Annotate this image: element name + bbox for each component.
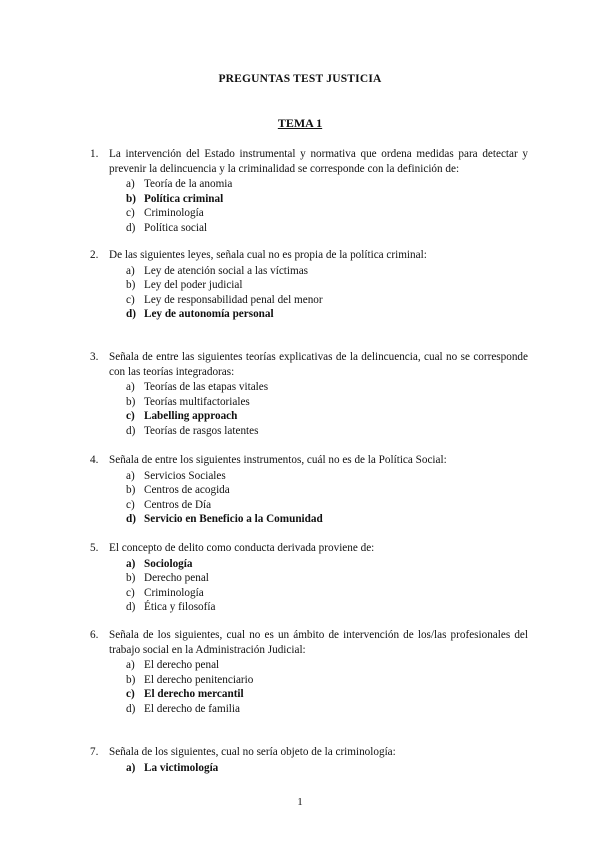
option-letter: c) — [126, 586, 135, 599]
option-text: Política social — [144, 221, 208, 234]
option-text: Política criminal — [144, 192, 224, 205]
question-item — [90, 453, 528, 527]
option-letter: d) — [126, 308, 136, 321]
answer-option-correct — [126, 761, 528, 776]
answer-option — [126, 586, 528, 601]
question-item — [90, 745, 528, 775]
option-text: Sociología — [144, 557, 193, 570]
answer-options — [90, 557, 528, 615]
answer-option — [126, 673, 528, 688]
question-number: 1. — [90, 148, 99, 160]
answer-option — [126, 278, 528, 293]
answer-option — [126, 571, 528, 586]
answer-options — [90, 177, 528, 235]
answer-option — [126, 600, 528, 615]
option-letter: b) — [126, 395, 136, 408]
question-number: 6. — [90, 629, 99, 641]
question-item — [90, 147, 528, 236]
answer-options — [90, 264, 528, 322]
answer-option-correct — [126, 557, 528, 572]
answer-option-correct — [126, 307, 528, 322]
option-letter: c) — [126, 207, 135, 220]
option-letter: d) — [126, 424, 136, 437]
question-item — [90, 541, 528, 615]
answer-option — [126, 658, 528, 673]
option-letter: b) — [126, 673, 136, 686]
answer-option — [126, 264, 528, 279]
answer-option — [126, 424, 528, 439]
option-text: Servicio en Beneficio a la Comunidad — [144, 513, 323, 526]
option-text: El derecho mercantil — [144, 688, 244, 701]
option-text: Labelling approach — [144, 410, 238, 423]
option-letter: d) — [126, 513, 136, 526]
question-stem — [90, 350, 528, 379]
answer-option — [126, 380, 528, 395]
question-text: La intervención del Estado instrumental y normativa que ordena medidas para detectar y prevenir la delincuencia y la criminalidad se corresponde con la definición de: — [109, 148, 528, 175]
option-text: El derecho penitenciario — [144, 673, 254, 686]
answer-option-correct — [126, 409, 528, 424]
question-stem — [90, 628, 528, 657]
option-letter: a) — [126, 381, 135, 394]
question-number: 5. — [90, 542, 99, 554]
answer-option-correct — [126, 192, 528, 207]
option-letter: a) — [126, 178, 135, 191]
option-letter: b) — [126, 192, 136, 205]
option-letter: c) — [126, 688, 135, 701]
option-letter: b) — [126, 484, 136, 497]
answer-option — [126, 221, 528, 236]
document-title: PREGUNTAS TEST JUSTICIA — [218, 73, 382, 85]
answer-option-correct — [126, 512, 528, 527]
option-text: Servicios Sociales — [144, 469, 226, 482]
answer-option — [126, 483, 528, 498]
answer-options — [90, 380, 528, 438]
question-number: 4. — [90, 454, 99, 466]
option-text: Ley de atención social a las víctimas — [144, 264, 309, 277]
option-letter: b) — [126, 279, 136, 292]
option-text: Teorías multifactoriales — [144, 395, 250, 408]
option-letter: c) — [126, 498, 135, 511]
answer-option — [126, 177, 528, 192]
option-letter: a) — [126, 761, 136, 774]
option-text: El derecho penal — [144, 659, 220, 672]
option-text: Ley del poder judicial — [144, 279, 243, 292]
question-text: Señala de los siguientes, cual no es un ámbito de intervención de los/las profesionales del trabajo social en la Administración Judicial: — [109, 629, 528, 656]
question-number: 7. — [90, 746, 99, 758]
option-text: Criminología — [144, 586, 204, 599]
option-letter: d) — [126, 601, 136, 614]
answer-option — [126, 702, 528, 717]
option-text: Ética y filosofía — [144, 601, 216, 614]
answer-option-correct — [126, 687, 528, 702]
page-number: 1 — [297, 796, 303, 808]
option-text: Teorías de rasgos latentes — [144, 424, 259, 437]
option-text: La victimología — [144, 761, 219, 774]
question-item — [90, 248, 528, 322]
question-number: 2. — [90, 249, 99, 261]
question-text: Señala de entre las siguientes teorías explicativas de la delincuencia, cual no se corresponde con las teorías integradoras: — [109, 351, 528, 378]
option-text: Teoría de la anomia — [144, 178, 233, 191]
option-letter: a) — [126, 264, 135, 277]
option-letter: c) — [126, 410, 135, 423]
option-letter: a) — [126, 469, 135, 482]
option-letter: b) — [126, 572, 136, 585]
question-item — [90, 350, 528, 439]
answer-option — [126, 498, 528, 513]
question-text: Señala de entre los siguientes instrumentos, cuál no es de la Política Social: — [109, 454, 447, 466]
question-text: Señala de los siguientes, cual no sería objeto de la criminología: — [109, 746, 396, 758]
option-text: Centros de acogida — [144, 484, 230, 497]
option-letter: a) — [126, 557, 136, 570]
answer-options — [90, 658, 528, 716]
question-stem — [90, 248, 528, 263]
answer-options — [90, 761, 528, 776]
question-stem — [90, 147, 528, 176]
section-title: TEMA 1 — [277, 116, 323, 130]
question-item — [90, 628, 528, 717]
question-stem — [90, 453, 528, 468]
question-stem — [90, 745, 528, 760]
question-text: De las siguientes leyes, señala cual no es propia de la política criminal: — [109, 249, 427, 261]
option-text: Ley de autonomía personal — [144, 308, 274, 321]
option-letter: c) — [126, 293, 135, 306]
question-number: 3. — [90, 351, 99, 363]
option-text: Teorías de las etapas vitales — [144, 381, 269, 394]
option-letter: d) — [126, 221, 136, 234]
option-letter: a) — [126, 659, 135, 672]
answer-option — [126, 206, 528, 221]
option-text: Derecho penal — [144, 572, 209, 585]
option-text: Centros de Día — [144, 498, 212, 511]
answer-option — [126, 293, 528, 308]
question-text: El concepto de delito como conducta derivada proviene de: — [109, 542, 375, 554]
answer-option — [126, 395, 528, 410]
option-text: Criminología — [144, 207, 204, 220]
answer-option — [126, 469, 528, 484]
option-text: El derecho de familia — [144, 702, 240, 715]
option-text: Ley de responsabilidad penal del menor — [144, 293, 323, 306]
answer-options — [90, 469, 528, 527]
option-letter: d) — [126, 702, 136, 715]
question-stem — [90, 541, 528, 556]
